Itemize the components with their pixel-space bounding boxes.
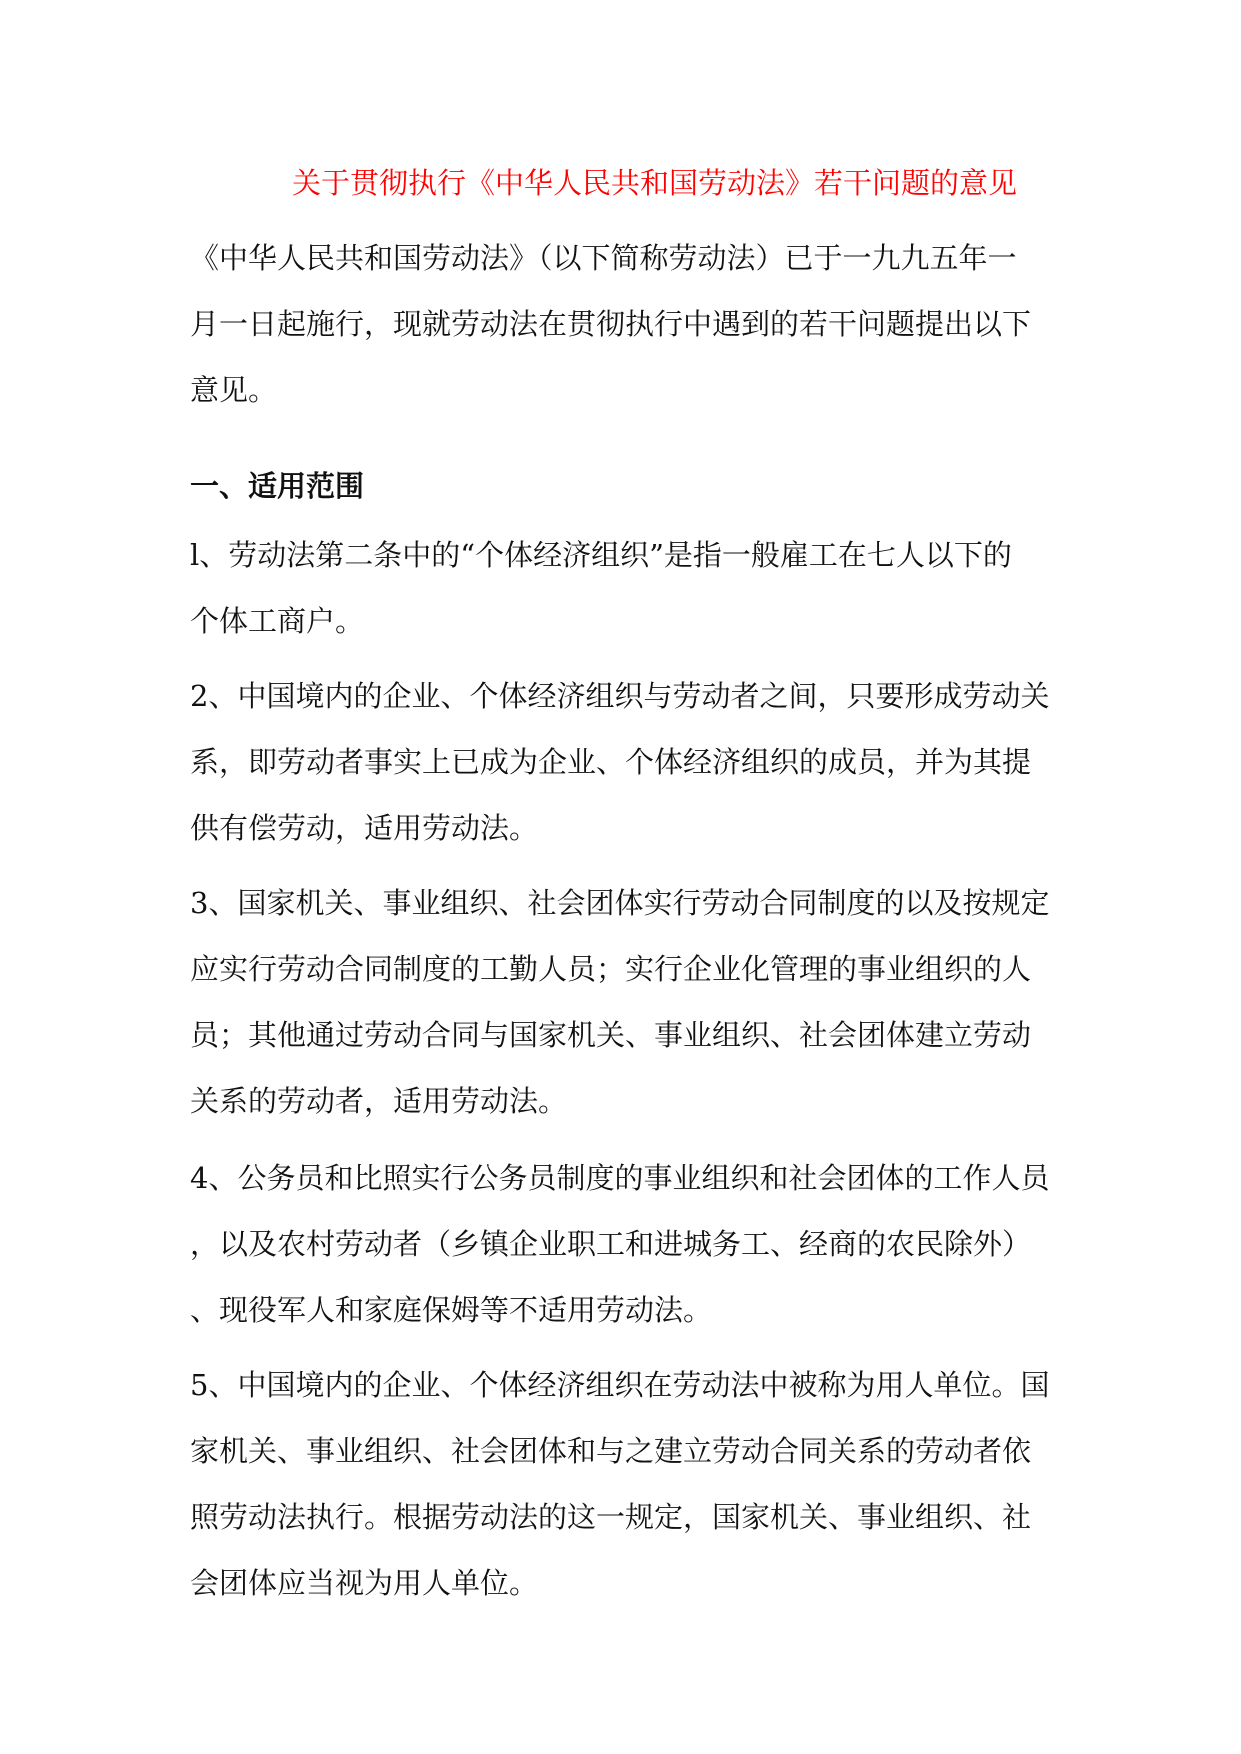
paragraph-line: 3、国家机关、事业组织、社会团体实行劳动合同制度的以及按规定 bbox=[190, 886, 1050, 920]
paragraph-2 bbox=[190, 663, 1060, 861]
paragraph-line: 个体工商户。 bbox=[190, 604, 365, 638]
paragraph-line: 员；其他通过劳动合同与国家机关、事业组织、社会团体建立劳动 bbox=[190, 1018, 1032, 1052]
section-heading: 一、适用范围 bbox=[190, 469, 365, 503]
paragraph-1 bbox=[190, 522, 1060, 654]
intro-line: 月一日起施行，现就劳动法在贯彻执行中遇到的若干问题提出以下 bbox=[190, 307, 1032, 341]
paragraph-line: l、劳动法第二条中的“个体经济组织”是指一般雇工在七人以下的 bbox=[190, 538, 1012, 572]
paragraph-line: 家机关、事业组织、社会团体和与之建立劳动合同关系的劳动者依 bbox=[190, 1434, 1032, 1468]
paragraph-4 bbox=[190, 1145, 1060, 1343]
intro-line: 意见。 bbox=[190, 373, 278, 407]
paragraph-line: 会团体应当视为用人单位。 bbox=[190, 1566, 539, 1600]
paragraph-line: 照劳动法执行。根据劳动法的这一规定，国家机关、事业组织、社 bbox=[190, 1500, 1032, 1534]
paragraph-line: 供有偿劳动，适用劳动法。 bbox=[190, 811, 539, 845]
intro-paragraph bbox=[190, 225, 1060, 423]
paragraph-line: 5、中国境内的企业、个体经济组织在劳动法中被称为用人单位。国 bbox=[190, 1368, 1050, 1402]
paragraph-line: 系，即劳动者事实上已成为企业、个体经济组织的成员，并为其提 bbox=[190, 745, 1032, 779]
paragraph-line: 应实行劳动合同制度的工勤人员；实行企业化管理的事业组织的人 bbox=[190, 952, 1032, 986]
paragraph-line: 、现役军人和家庭保姆等不适用劳动法。 bbox=[190, 1293, 713, 1327]
paragraph-line: 关系的劳动者，适用劳动法。 bbox=[190, 1084, 568, 1118]
intro-line: 《中华人民共和国劳动法》（以下简称劳动法）已于一九九五年一 bbox=[190, 241, 1017, 275]
paragraph-line: 2、中国境内的企业、个体经济组织与劳动者之间，只要形成劳动关 bbox=[190, 679, 1050, 713]
paragraph-line: ，以及农村劳动者（乡镇企业职工和进城务工、经商的农民除外） bbox=[190, 1227, 1032, 1261]
paragraph-line: 4、公务员和比照实行公务员制度的事业组织和社会团体的工作人员 bbox=[190, 1161, 1050, 1195]
paragraph-3 bbox=[190, 870, 1060, 1134]
document-title: 关于贯彻执行《中华人民共和国劳动法》若干问题的意见 bbox=[292, 166, 1018, 200]
paragraph-5 bbox=[190, 1352, 1060, 1616]
